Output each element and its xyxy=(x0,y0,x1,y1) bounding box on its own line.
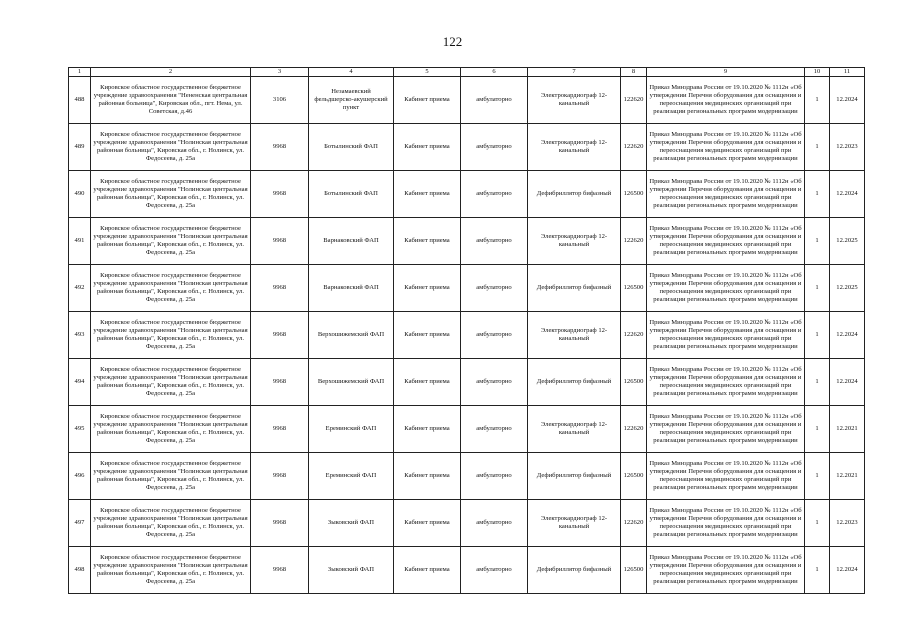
column-number: 3 xyxy=(251,68,309,77)
table-body xyxy=(69,68,865,594)
room-cell: Кабинет приема xyxy=(394,312,461,359)
date-cell: 12.2024 xyxy=(830,77,865,124)
room-cell: Кабинет приема xyxy=(394,171,461,218)
date-cell: 12.2021 xyxy=(830,453,865,500)
table-row xyxy=(69,359,865,406)
quantity-cell: 1 xyxy=(805,547,830,594)
room-cell: Кабинет приема xyxy=(394,406,461,453)
room-cell: Кабинет приема xyxy=(394,453,461,500)
date-cell: 12.2025 xyxy=(830,265,865,312)
device-cell: Дефибриллятор бифазный xyxy=(528,453,621,500)
care-type-cell: амбулаторно xyxy=(461,77,528,124)
device-cell: Электрокардиограф 12-канальный xyxy=(528,77,621,124)
table-row xyxy=(69,547,865,594)
row-number: 493 xyxy=(69,312,91,359)
device-code-cell: 126500 xyxy=(621,547,647,594)
unit-cell: Варнаковский ФАП xyxy=(309,218,394,265)
unit-cell: Варнаковский ФАП xyxy=(309,265,394,312)
device-code-cell: 122620 xyxy=(621,406,647,453)
code-cell: 9968 xyxy=(251,265,309,312)
code-cell: 9968 xyxy=(251,171,309,218)
quantity-cell: 1 xyxy=(805,359,830,406)
column-number: 5 xyxy=(394,68,461,77)
unit-cell: Незамаевский фельдшерско-акушерский пункт xyxy=(309,77,394,124)
date-cell: 12.2024 xyxy=(830,359,865,406)
unit-cell: Зыковский ФАП xyxy=(309,500,394,547)
table-row xyxy=(69,171,865,218)
row-number: 498 xyxy=(69,547,91,594)
equipment-table xyxy=(68,67,865,594)
room-cell: Кабинет приема xyxy=(394,265,461,312)
device-cell: Электрокардиограф 12-канальный xyxy=(528,500,621,547)
device-cell: Электрокардиограф 12-канальный xyxy=(528,218,621,265)
table-row xyxy=(69,77,865,124)
column-number: 8 xyxy=(621,68,647,77)
column-number: 7 xyxy=(528,68,621,77)
unit-cell: Верхошижемский ФАП xyxy=(309,312,394,359)
organization-cell: Кировское областное государственное бюджетное учреждение здравоохранения "Нолинская центральная районная больница", Кировская обл., г. Нолинск, ул. Федосеева, д. 25а xyxy=(91,453,251,500)
quantity-cell: 1 xyxy=(805,77,830,124)
basis-cell: Приказ Минздрава России от 19.10.2020 № 1112н «Об утверждении Перечня оборудования для оснащения и переоснащения медицинских организаций при реализации региональных программ модернизации xyxy=(647,547,805,594)
column-number: 2 xyxy=(91,68,251,77)
code-cell: 9968 xyxy=(251,453,309,500)
basis-cell: Приказ Минздрава России от 19.10.2020 № 1112н «Об утверждении Перечня оборудования для оснащения и переоснащения медицинских организаций при реализации региональных программ модернизации xyxy=(647,124,805,171)
quantity-cell: 1 xyxy=(805,406,830,453)
unit-cell: Ереминский ФАП xyxy=(309,406,394,453)
table-row xyxy=(69,406,865,453)
basis-cell: Приказ Минздрава России от 19.10.2020 № 1112н «Об утверждении Перечня оборудования для оснащения и переоснащения медицинских организаций при реализации региональных программ модернизации xyxy=(647,312,805,359)
basis-cell: Приказ Минздрава России от 19.10.2020 № 1112н «Об утверждении Перечня оборудования для оснащения и переоснащения медицинских организаций при реализации региональных программ модернизации xyxy=(647,453,805,500)
quantity-cell: 1 xyxy=(805,265,830,312)
column-number: 9 xyxy=(647,68,805,77)
device-code-cell: 126500 xyxy=(621,171,647,218)
device-cell: Дефибриллятор бифазный xyxy=(528,547,621,594)
basis-cell: Приказ Минздрава России от 19.10.2020 № 1112н «Об утверждении Перечня оборудования для оснащения и переоснащения медицинских организаций при реализации региональных программ модернизации xyxy=(647,406,805,453)
room-cell: Кабинет приема xyxy=(394,124,461,171)
unit-cell: Ереминский ФАП xyxy=(309,453,394,500)
device-code-cell: 122620 xyxy=(621,77,647,124)
device-code-cell: 122620 xyxy=(621,124,647,171)
basis-cell: Приказ Минздрава России от 19.10.2020 № 1112н «Об утверждении Перечня оборудования для оснащения и переоснащения медицинских организаций при реализации региональных программ модернизации xyxy=(647,218,805,265)
quantity-cell: 1 xyxy=(805,500,830,547)
care-type-cell: амбулаторно xyxy=(461,547,528,594)
row-number: 489 xyxy=(69,124,91,171)
room-cell: Кабинет приема xyxy=(394,500,461,547)
device-code-cell: 122620 xyxy=(621,500,647,547)
code-cell: 9968 xyxy=(251,218,309,265)
basis-cell: Приказ Минздрава России от 19.10.2020 № 1112н «Об утверждении Перечня оборудования для оснащения и переоснащения медицинских организаций при реализации региональных программ модернизации xyxy=(647,359,805,406)
quantity-cell: 1 xyxy=(805,171,830,218)
row-number: 495 xyxy=(69,406,91,453)
basis-cell: Приказ Минздрава России от 19.10.2020 № 1112н «Об утверждении Перечня оборудования для оснащения и переоснащения медицинских организаций при реализации региональных программ модернизации xyxy=(647,500,805,547)
column-number: 11 xyxy=(830,68,865,77)
care-type-cell: амбулаторно xyxy=(461,406,528,453)
unit-cell: Ботылинский ФАП xyxy=(309,124,394,171)
device-code-cell: 122620 xyxy=(621,312,647,359)
column-number: 6 xyxy=(461,68,528,77)
quantity-cell: 1 xyxy=(805,218,830,265)
care-type-cell: амбулаторно xyxy=(461,171,528,218)
care-type-cell: амбулаторно xyxy=(461,265,528,312)
code-cell: 9968 xyxy=(251,547,309,594)
quantity-cell: 1 xyxy=(805,453,830,500)
date-cell: 12.2024 xyxy=(830,171,865,218)
care-type-cell: амбулаторно xyxy=(461,218,528,265)
organization-cell: Кировское областное государственное бюджетное учреждение здравоохранения "Нолинская центральная районная больница", Кировская обл., г. Нолинск, ул. Федосеева, д. 25а xyxy=(91,312,251,359)
code-cell: 9968 xyxy=(251,312,309,359)
row-number: 496 xyxy=(69,453,91,500)
care-type-cell: амбулаторно xyxy=(461,312,528,359)
column-number: 1 xyxy=(69,68,91,77)
room-cell: Кабинет приема xyxy=(394,218,461,265)
device-code-cell: 122620 xyxy=(621,218,647,265)
date-cell: 12.2023 xyxy=(830,500,865,547)
date-cell: 12.2024 xyxy=(830,312,865,359)
unit-cell: Верхошижемский ФАП xyxy=(309,359,394,406)
device-cell: Электрокардиограф 12-канальный xyxy=(528,406,621,453)
table-row xyxy=(69,265,865,312)
organization-cell: Кировское областное государственное бюджетное учреждение здравоохранения "Нолинская центральная районная больница", Кировская обл., г. Нолинск, ул. Федосеева, д. 25а xyxy=(91,218,251,265)
date-cell: 12.2024 xyxy=(830,547,865,594)
column-number-row xyxy=(69,68,865,77)
page-number: 122 xyxy=(442,34,463,49)
date-cell: 12.2025 xyxy=(830,218,865,265)
table-row xyxy=(69,453,865,500)
care-type-cell: амбулаторно xyxy=(461,359,528,406)
code-cell: 9968 xyxy=(251,500,309,547)
device-cell: Дефибриллятор бифазный xyxy=(528,265,621,312)
basis-cell: Приказ Минздрава России от 19.10.2020 № 1112н «Об утверждении Перечня оборудования для оснащения и переоснащения медицинских организаций при реализации региональных программ модернизации xyxy=(647,77,805,124)
table-row xyxy=(69,218,865,265)
organization-cell: Кировское областное государственное бюджетное учреждение здравоохранения "Нолинская центральная районная больница", Кировская обл., г. Нолинск, ул. Федосеева, д. 25а xyxy=(91,265,251,312)
room-cell: Кабинет приема xyxy=(394,547,461,594)
quantity-cell: 1 xyxy=(805,124,830,171)
date-cell: 12.2021 xyxy=(830,406,865,453)
device-code-cell: 126500 xyxy=(621,453,647,500)
table-row xyxy=(69,312,865,359)
code-cell: 9968 xyxy=(251,124,309,171)
organization-cell: Кировское областное государственное бюджетное учреждение здравоохранения "Нолинская центральная районная больница", Кировская обл., г. Нолинск, ул. Федосеева, д. 25а xyxy=(91,406,251,453)
device-cell: Электрокардиограф 12-канальный xyxy=(528,124,621,171)
care-type-cell: амбулаторно xyxy=(461,453,528,500)
date-cell: 12.2023 xyxy=(830,124,865,171)
code-cell: 9968 xyxy=(251,359,309,406)
table-row xyxy=(69,124,865,171)
care-type-cell: амбулаторно xyxy=(461,500,528,547)
room-cell: Кабинет приема xyxy=(394,359,461,406)
room-cell: Кабинет приема xyxy=(394,77,461,124)
organization-cell: Кировское областное государственное бюджетное учреждение здравоохранения "Нолинская центральная районная больница", Кировская обл., г. Нолинск, ул. Федосеева, д. 25а xyxy=(91,547,251,594)
device-cell: Электрокардиограф 12-канальный xyxy=(528,312,621,359)
device-code-cell: 126500 xyxy=(621,359,647,406)
column-number: 4 xyxy=(309,68,394,77)
unit-cell: Зыковский ФАП xyxy=(309,547,394,594)
row-number: 494 xyxy=(69,359,91,406)
organization-cell: Кировское областное государственное бюджетное учреждение здравоохранения "Нолинская центральная районная больница", Кировская обл., г. Нолинск, ул. Федосеева, д. 25а xyxy=(91,500,251,547)
basis-cell: Приказ Минздрава России от 19.10.2020 № 1112н «Об утверждении Перечня оборудования для оснащения и переоснащения медицинских организаций при реализации региональных программ модернизации xyxy=(647,265,805,312)
row-number: 492 xyxy=(69,265,91,312)
row-number: 491 xyxy=(69,218,91,265)
table-row xyxy=(69,500,865,547)
code-cell: 9968 xyxy=(251,406,309,453)
unit-cell: Ботылинский ФАП xyxy=(309,171,394,218)
device-cell: Дефибриллятор бифазный xyxy=(528,171,621,218)
column-number: 10 xyxy=(805,68,830,77)
basis-cell: Приказ Минздрава России от 19.10.2020 № 1112н «Об утверждении Перечня оборудования для оснащения и переоснащения медицинских организаций при реализации региональных программ модернизации xyxy=(647,171,805,218)
organization-cell: Кировское областное государственное бюджетное учреждение здравоохранения "Нолинская центральная районная больница", Кировская обл., г. Нолинск, ул. Федосеева, д. 25а xyxy=(91,171,251,218)
organization-cell: Кировское областное государственное бюджетное учреждение здравоохранения "Нененская центральная районная больница", Кировская обл., пгт. Нема, ул. Советская, д.46 xyxy=(91,77,251,124)
row-number: 497 xyxy=(69,500,91,547)
row-number: 488 xyxy=(69,77,91,124)
device-code-cell: 126500 xyxy=(621,265,647,312)
quantity-cell: 1 xyxy=(805,312,830,359)
care-type-cell: амбулаторно xyxy=(461,124,528,171)
code-cell: 3106 xyxy=(251,77,309,124)
organization-cell: Кировское областное государственное бюджетное учреждение здравоохранения "Нолинская центральная районная больница", Кировская обл., г. Нолинск, ул. Федосеева, д. 25а xyxy=(91,124,251,171)
organization-cell: Кировское областное государственное бюджетное учреждение здравоохранения "Нолинская центральная районная больница", Кировская обл., г. Нолинск, ул. Федосеева, д. 25а xyxy=(91,359,251,406)
device-cell: Дефибриллятор бифазный xyxy=(528,359,621,406)
row-number: 490 xyxy=(69,171,91,218)
